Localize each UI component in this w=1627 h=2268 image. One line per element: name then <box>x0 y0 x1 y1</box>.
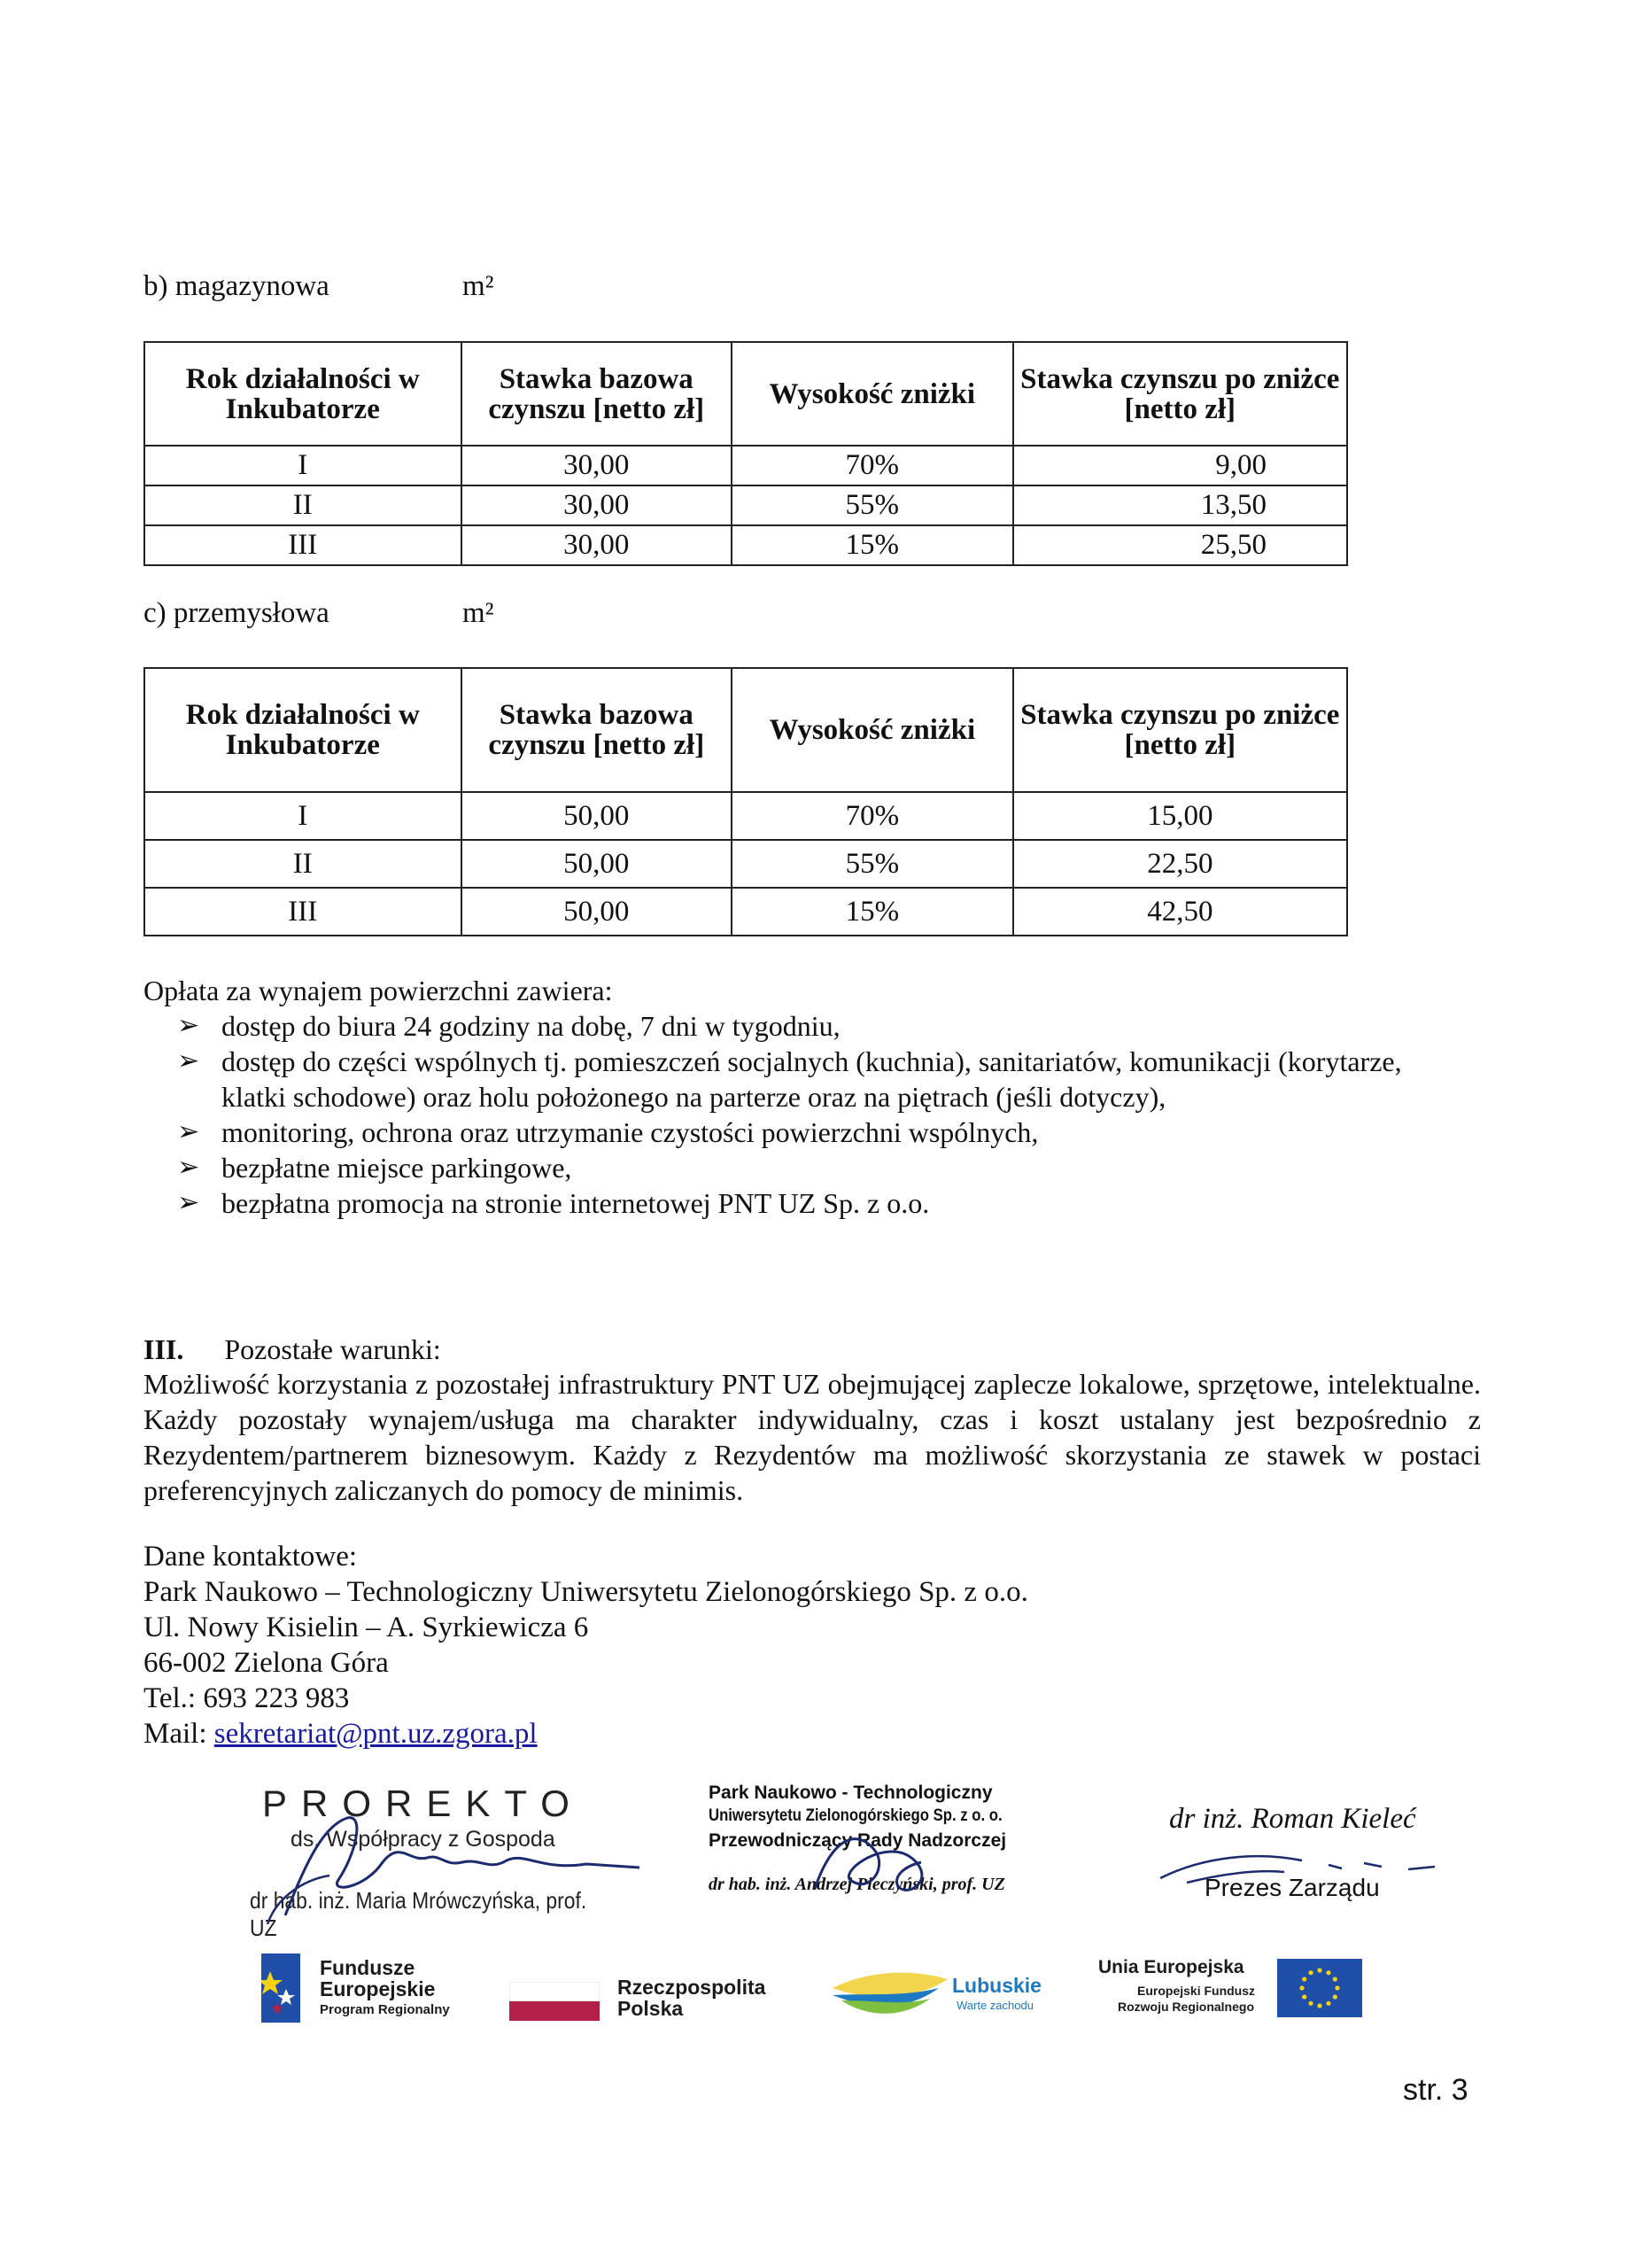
list-item: ➢ dostęp do biura 24 godziny na dobę, 7 dni w tygodniu, <box>177 1010 841 1042</box>
prezes-title: Prezes Zarządu <box>1205 1874 1380 1901</box>
section-3-heading <box>143 1332 1472 1367</box>
list-item: ➢ dostęp do części wspólnych tj. pomieszczeń socjalnych (kuchnia), sanitariatów, komunikacji (korytarze, klatki schodowe) oraz holu położonego na parterze oraz na piętrach (jeśli dotyczy), <box>177 1045 1402 1113</box>
fundusze-line1: Fundusze <box>320 1956 415 1979</box>
section-label-text: b) magazynowa <box>143 270 329 302</box>
ue-line1: Unia Europejska <box>1098 1957 1244 1977</box>
cell-base: 30,00 <box>461 525 732 565</box>
handwritten-signature-icon <box>1151 1838 1470 1891</box>
rada-line1: Park Naukowo - Technologiczny <box>709 1783 993 1803</box>
table-row <box>144 525 1347 565</box>
unit-label: m² <box>462 270 494 302</box>
handwritten-signature-icon <box>797 1818 974 1907</box>
cell-base: 50,00 <box>461 840 732 888</box>
contact-org: Park Naukowo – Technologiczny Uniwersytetu Zielonogórskiego Sp. z o.o. <box>143 1576 1028 1608</box>
fee-list <box>143 1008 1423 1221</box>
cell-discount: 15% <box>732 525 1013 565</box>
lubuskie-line1: Lubuskie <box>952 1974 1042 1997</box>
section-label-text: c) przemysłowa <box>143 597 329 629</box>
rp-line2: Polska <box>617 1997 684 2020</box>
cell-discount: 55% <box>732 485 1013 525</box>
cell-after: 15,00 <box>1013 792 1347 840</box>
cell-base: 50,00 <box>461 888 732 936</box>
lubuskie-logo <box>833 1958 1072 2029</box>
arrow-bullet-icon: ➢ <box>177 1010 200 1041</box>
rp-line1: Rzeczpospolita <box>617 1976 766 1999</box>
arrow-bullet-icon: ➢ <box>177 1152 200 1183</box>
table-row <box>144 792 1347 840</box>
fundusze-emblem-icon <box>261 1953 306 2024</box>
header-rok: Rok działalności w Inkubatorze <box>144 668 461 792</box>
cell-discount: 55% <box>732 840 1013 888</box>
header-znizka: Wysokość zniżki <box>732 668 1013 792</box>
rp-logo <box>509 1962 793 2024</box>
prezes-name: dr inż. Roman Kieleć <box>1169 1803 1416 1835</box>
cell-year: I <box>144 446 461 485</box>
cell-year: I <box>144 792 461 840</box>
ue-logo <box>1098 1953 1373 2024</box>
header-stawka-bazowa: Stawka bazowa czynszu [netto zł] <box>461 342 732 446</box>
handwritten-signature-icon <box>250 1791 657 1924</box>
table-row <box>144 840 1347 888</box>
cell-after: 22,50 <box>1013 840 1347 888</box>
prezes-stamp <box>1151 1803 1470 1909</box>
eu-flag-icon <box>1277 1959 1362 2017</box>
lubuskie-swoosh-icon <box>833 1961 948 2023</box>
fundusze-line2: Europejskie <box>320 1977 436 2000</box>
table-row <box>144 888 1347 936</box>
cell-year: II <box>144 840 461 888</box>
fundusze-logo <box>261 1953 465 2024</box>
lubuskie-line2: Warte zachodu <box>957 1999 1034 2012</box>
table-przemyslowa <box>143 667 1348 936</box>
cell-discount: 70% <box>732 446 1013 485</box>
unit-label: m² <box>462 597 494 629</box>
section-3-title: Pozostałe warunki: <box>224 1333 441 1365</box>
header-stawka-bazowa: Stawka bazowa czynszu [netto zł] <box>461 668 732 792</box>
cell-base: 50,00 <box>461 792 732 840</box>
cell-base: 30,00 <box>461 446 732 485</box>
section-3-body: Możliwość korzystania z pozostałej infrastruktury PNT UZ obejmującej zaplecze lokalowe, sprzętowe, intelektualne. Każdy pozostały wynajem/usługa ma charakter indywidualny, czas i koszt ustalany jest bezpośrednio z Rezydentem/partnerem biznesowym. Każdy z Rezydentów ma możliwość skorzystania ze stawek w postaci preferencyjnych zaliczanych do pomocy de minimis. <box>143 1368 1481 1506</box>
rada-stamp <box>709 1783 1063 1915</box>
ue-line2: Europejski Fundusz <box>1137 1984 1256 1998</box>
cell-year: II <box>144 485 461 525</box>
rada-line3: Przewodniczący Rady Nadzorczej <box>709 1830 1007 1851</box>
contact-mail: Mail: sekretariat@pnt.uz.zgora.pl <box>143 1718 538 1750</box>
cell-discount: 15% <box>732 888 1013 936</box>
contact-block <box>143 1539 1472 1751</box>
header-stawka-po-znizce: Stawka czynszu po zniżce [netto zł] <box>1013 668 1347 792</box>
cell-after: 9,00 <box>1013 446 1347 485</box>
prorektor-title: PROREKTO <box>262 1783 584 1824</box>
fundusze-line3: Program Regionalny <box>320 2002 450 2017</box>
contact-phone: Tel.: 693 223 983 <box>143 1682 350 1714</box>
list-item: ➢ bezpłatne miejsce parkingowe, <box>177 1152 572 1184</box>
cell-after: 13,50 <box>1013 485 1347 525</box>
table-magazynowa <box>143 341 1348 566</box>
table-row <box>144 446 1347 485</box>
cell-year: III <box>144 888 461 936</box>
arrow-bullet-icon: ➢ <box>177 1187 200 1218</box>
prorektor-subtitle: ds. Współpracy z Gospoda <box>291 1827 555 1852</box>
section-3-number: III. <box>143 1333 184 1365</box>
cell-after: 25,50 <box>1013 525 1347 565</box>
header-rok: Rok działalności w Inkubatorze <box>144 342 461 446</box>
contact-city: 66-002 Zielona Góra <box>143 1647 389 1679</box>
list-item: ➢ monitoring, ochrona oraz utrzymanie czystości powierzchni wspólnych, <box>177 1116 1039 1148</box>
list-item: ➢ bezpłatna promocja na stronie internetowej PNT UZ Sp. z o.o. <box>177 1187 930 1219</box>
rada-name: dr hab. inż. Andrzej Pieczyński, prof. UZ <box>709 1875 1005 1894</box>
section-magazynowa-label <box>143 268 494 304</box>
contact-heading: Dane kontaktowe: <box>143 1541 358 1573</box>
cell-base: 30,00 <box>461 485 732 525</box>
header-stawka-po-znizce: Stawka czynszu po zniżce [netto zł] <box>1013 342 1347 446</box>
mail-link[interactable]: sekretariat@pnt.uz.zgora.pl <box>213 1718 538 1750</box>
rp-flag-icon <box>509 1982 600 2021</box>
cell-after: 42,50 <box>1013 888 1347 936</box>
contact-street: Ul. Nowy Kisielin – A. Syrkiewicza 6 <box>143 1612 589 1643</box>
header-znizka: Wysokość zniżki <box>732 342 1013 446</box>
page-number: str. 3 <box>1403 2073 1468 2107</box>
section-przemyslowa-label <box>143 595 494 631</box>
arrow-bullet-icon: ➢ <box>177 1116 200 1147</box>
rada-line2: Uniwersytetu Zielonogórskiego Sp. z o. o. <box>709 1806 1003 1825</box>
prorektor-name: dr hab. inż. Maria Mrówczyńska, prof. UZ <box>250 1887 587 1941</box>
ue-line3: Rozwoju Regionalnego <box>1118 2000 1254 2014</box>
fee-intro: Opłata za wynajem powierzchni zawiera: <box>143 975 613 1006</box>
arrow-bullet-icon: ➢ <box>177 1045 200 1076</box>
cell-discount: 70% <box>732 792 1013 840</box>
table-row <box>144 485 1347 525</box>
cell-year: III <box>144 525 461 565</box>
prorektor-stamp <box>250 1783 657 1941</box>
